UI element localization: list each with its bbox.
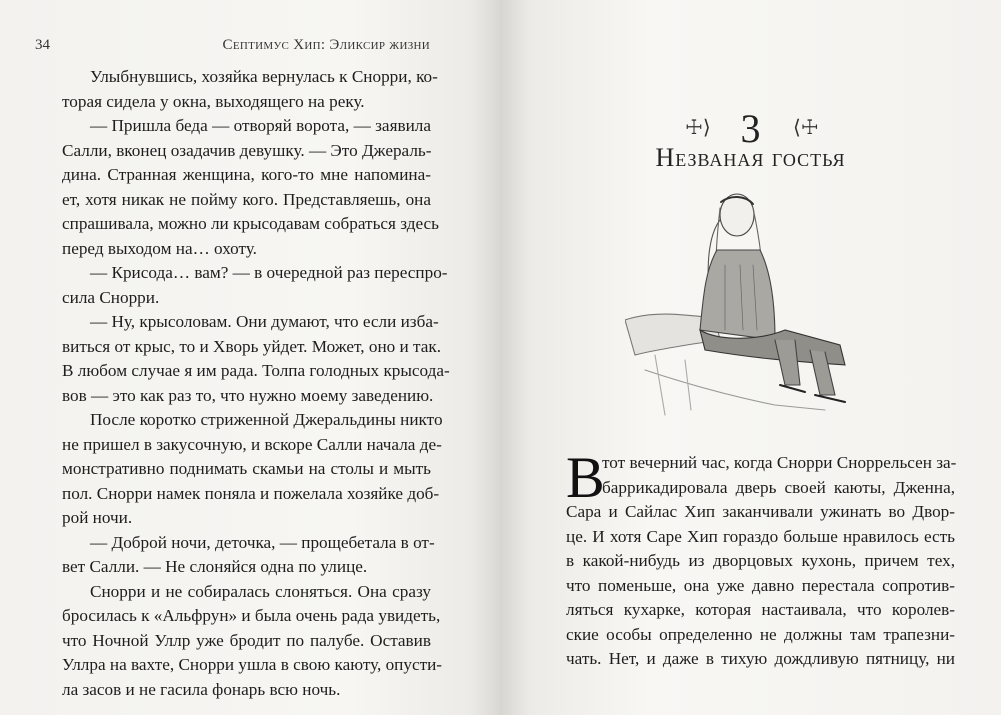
text-line: что поменьше, она уже давно перестала сопротив- <box>566 575 955 595</box>
text-line: сила Снорри. <box>62 287 160 307</box>
text-line: Сара и Сайлас Хип заканчивали ужинать во Двор- <box>566 502 955 521</box>
chapter-number: 3 <box>740 106 761 151</box>
left-page <box>0 0 500 715</box>
text-line: Уллра на вахте, Снорри ушла в свою каюту, опусти- <box>62 655 443 674</box>
text-line: спрашивала, можно ли крысодавам собраться здесь <box>62 214 439 233</box>
text-line: бросилась к «Альфрун» и была очень рада увидеть, <box>62 606 441 625</box>
text-line: — Доброй ночи, деточка, — прощебетала в от- <box>90 532 435 552</box>
left-page-text <box>62 65 450 702</box>
right-page <box>500 0 1001 715</box>
text-line: монстративно поднимать скамьи на столы и мыть <box>62 459 431 478</box>
chapter-illustration <box>625 180 870 425</box>
text-line: рой ночи. <box>62 508 133 527</box>
text-line: — Пришла беда — отворяй ворота, — заявила <box>90 116 431 135</box>
text-line: После коротко стриженной Джеральдины никто <box>90 410 443 429</box>
text-line: ские особы определенно не должны там трапезни- <box>566 624 955 644</box>
text-line: что Ночной Уллр уже бродит по палубе. Оставив <box>62 630 431 650</box>
text-line: пол. Снорри намек поняла и пожелала хозяйке доб- <box>62 483 440 503</box>
text-line: виться от крыс, то и Хворь уйдет. Может, оно и так. <box>62 336 442 356</box>
chapter-title: Незваная гостья <box>655 143 846 172</box>
drop-cap: В <box>566 445 605 510</box>
text-line: Снорри и не собиралась слоняться. Она сразу <box>90 581 431 601</box>
text-line: — Ну, крысоловам. Они думают, что если изба- <box>90 312 439 331</box>
text-line: не пришел в закусочную, и вскоре Салли начала де- <box>62 434 442 454</box>
text-line: — Крисода… вам? — в очередной раз переспро- <box>90 263 448 282</box>
text-line: баррикадировала дверь своей каюты, Дженна, <box>602 477 955 497</box>
text-line: В любом случае я им рада. Толпа голодных крысода- <box>62 361 450 380</box>
text-line: дина. Странная женщина, кого-то мне напомина- <box>62 165 431 184</box>
text-line: в какой-нибудь из дворцовых кухонь, причем тех, <box>566 551 955 570</box>
text-line: вов — это как раз то, что нужно моему заведению. <box>62 385 434 405</box>
text-line: перед выходом на… охоту. <box>62 238 257 258</box>
text-line: ет, хотя никак не пойму кого. Представляешь, она <box>62 189 431 209</box>
text-line: тот вечерний час, когда Снорри Сноррельсен за- <box>602 453 957 472</box>
page-number: 34 <box>35 37 50 53</box>
text-line: Улыбнувшись, хозяйка вернулась к Снорри, ко- <box>90 67 438 86</box>
text-line: ла засов и не гасила фонарь всю ночь. <box>62 679 341 699</box>
text-line: чать. Нет, и даже в тихую дождливую пятницу, ни <box>566 649 955 668</box>
text-line: вет Салли. — Не слоняйся одна по улице. <box>62 557 368 576</box>
text-line: торая сидела у окна, выходящего на реку. <box>62 91 365 111</box>
text-line: це. И хотя Саре Хип гораздо больше нравилось есть <box>566 526 955 546</box>
running-head: Септимус Хип: Эликсир жизни <box>222 37 430 53</box>
text-line: Салли, вконец озадачив девушку. — Это Джераль- <box>62 140 432 160</box>
text-line: ляться кухарке, которая настаивала, что королев- <box>566 600 955 619</box>
right-page-text <box>566 445 957 672</box>
ornament-left-icon: ☩⟩ <box>685 115 711 139</box>
ornament-right-icon: ⟨☩ <box>793 115 819 139</box>
